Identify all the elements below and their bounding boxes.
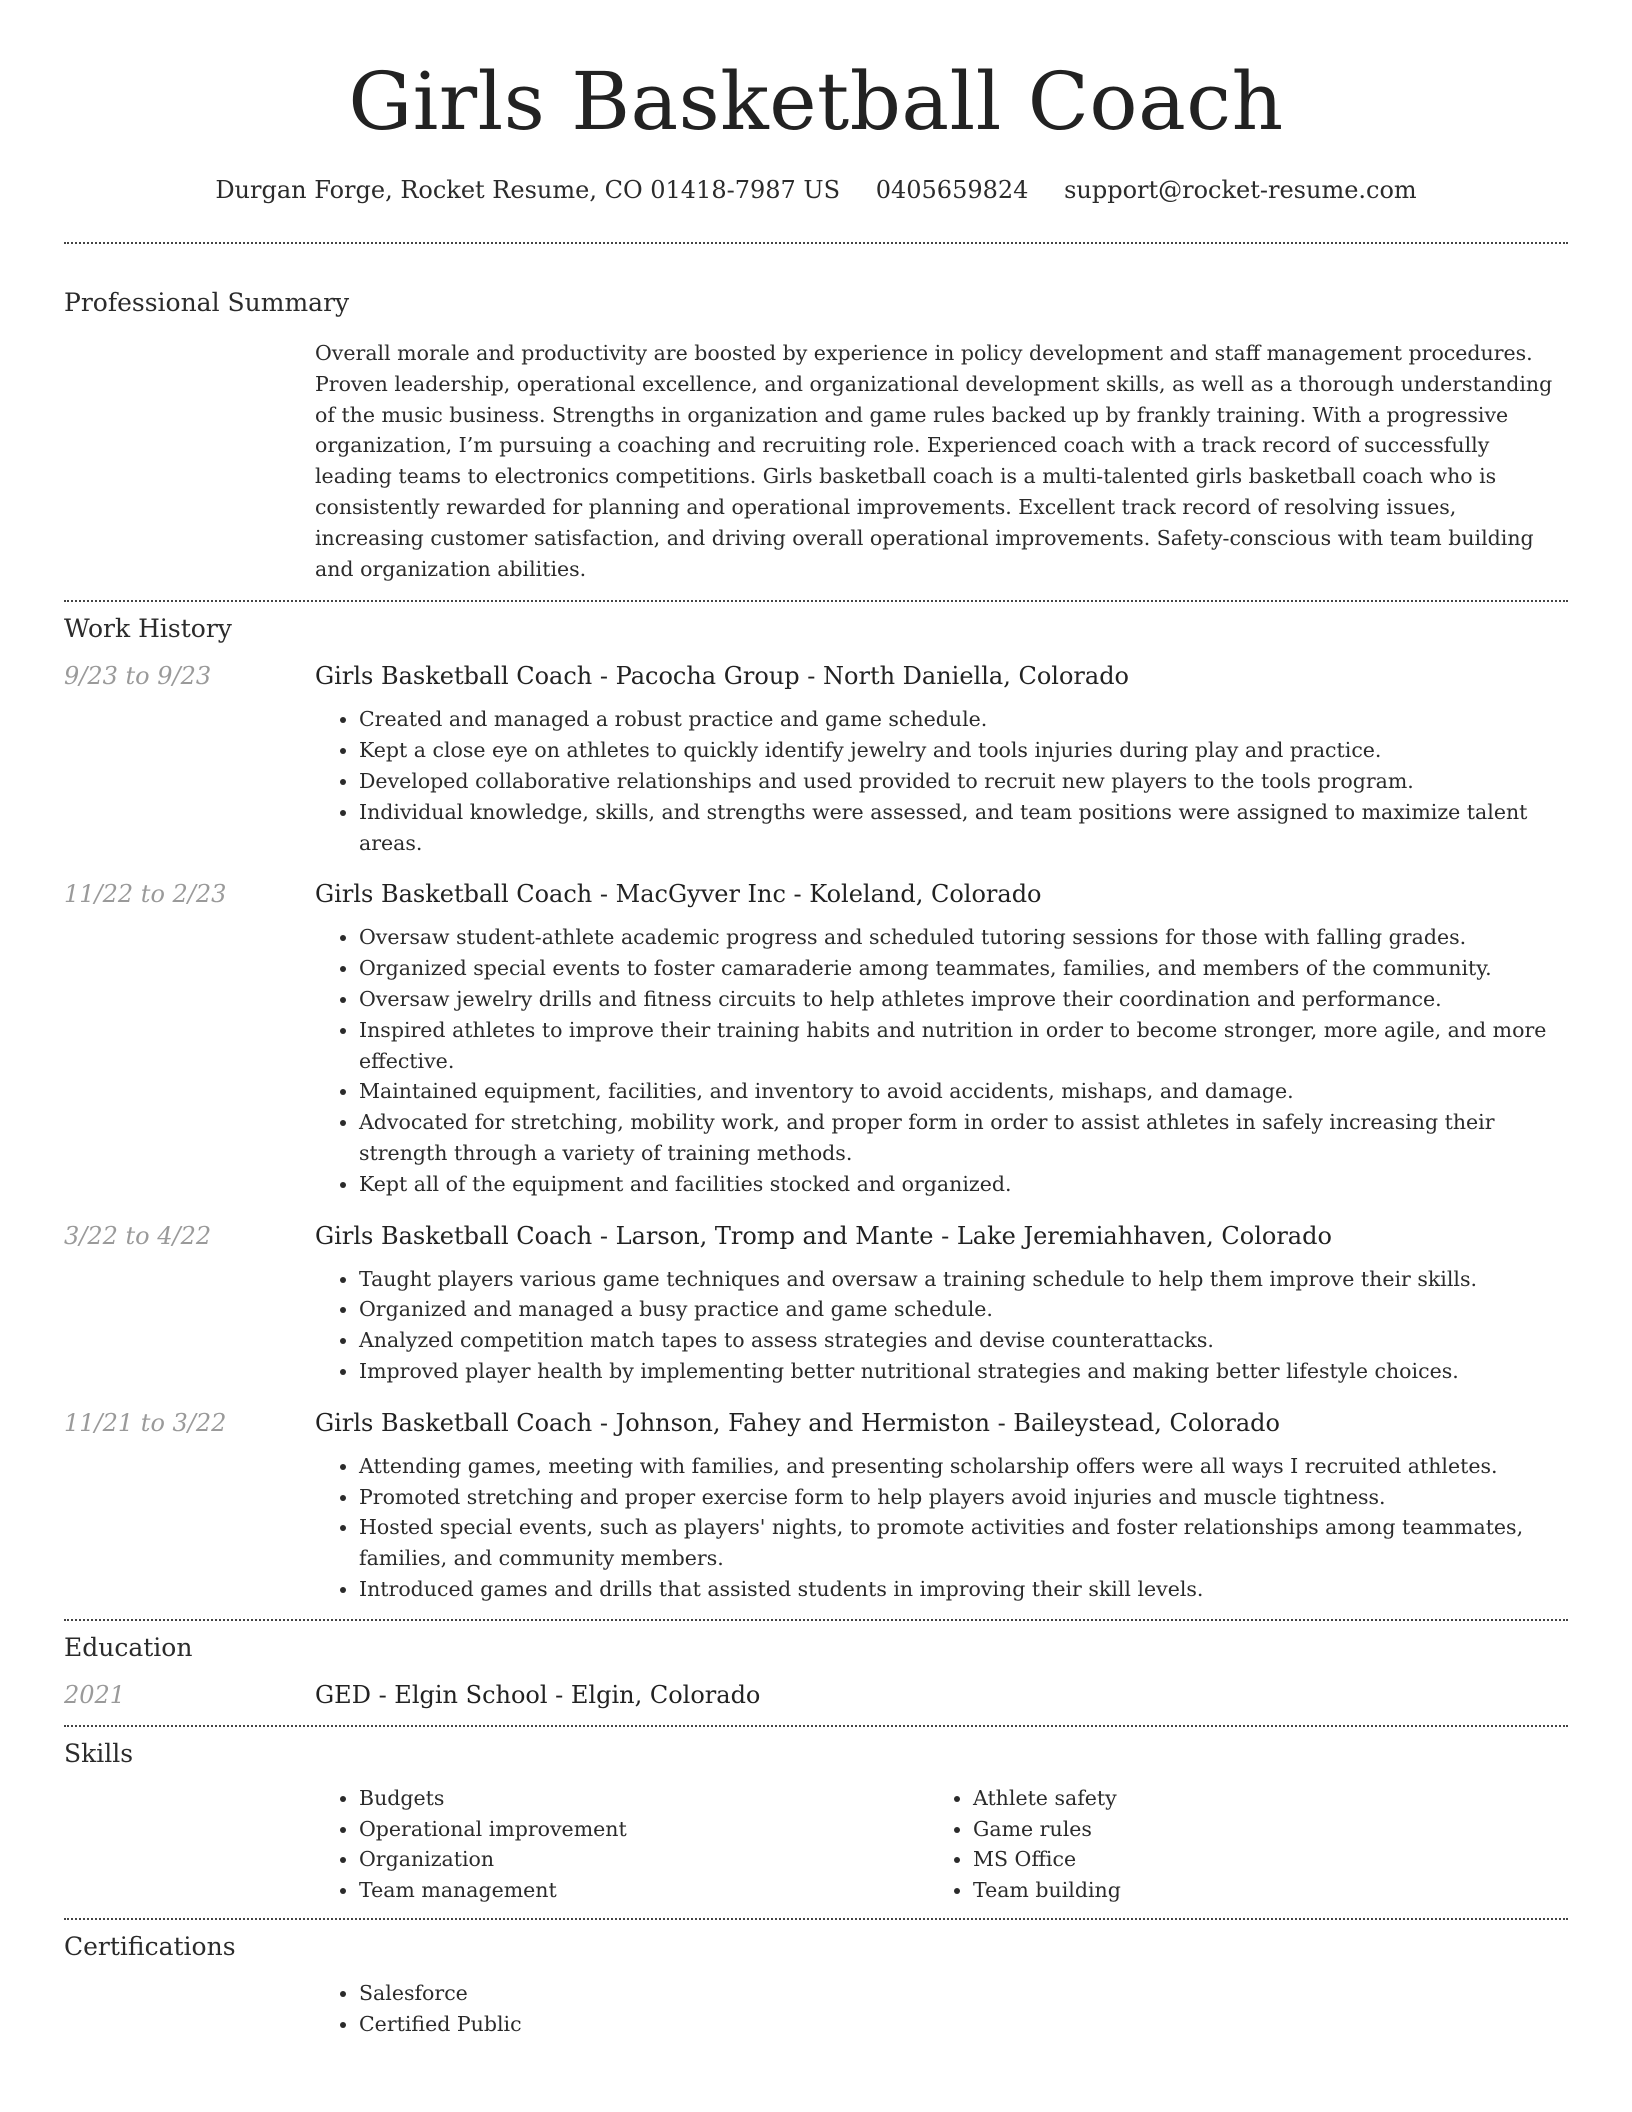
contact-address: Durgan Forge, Rocket Resume, CO 01418-7987 US bbox=[215, 176, 841, 204]
certifications-heading: Certifications bbox=[64, 1931, 236, 1961]
job-bullet: • Advocated for stretching, mobility work, and proper form in order to assist athletes in safely increasing their strength through a variety of training methods. bbox=[359, 1107, 1568, 1169]
job-bullet: • Kept all of the equipment and facilities stocked and organized. bbox=[359, 1169, 1568, 1200]
skill-item: • Team building bbox=[973, 1875, 1543, 1906]
job-entry bbox=[64, 1220, 1568, 1387]
certifications-list bbox=[315, 1978, 1568, 2040]
contact-email: support@rocket-resume.com bbox=[1064, 176, 1417, 204]
education-title: GED - Elgin School - Elgin, Colorado bbox=[315, 1680, 761, 1709]
job-bullet: • Analyzed competition match tapes to assess strategies and devise counterattacks. bbox=[359, 1325, 1568, 1356]
summary-heading: Professional Summary bbox=[64, 288, 350, 317]
contact-line bbox=[64, 174, 1568, 206]
job-bullet: • Hosted special events, such as players' nights, to promote activities and foster relationships among teammates, families, and community members. bbox=[359, 1512, 1568, 1574]
skill-item: • MS Office bbox=[973, 1844, 1543, 1875]
work-history-heading: Work History bbox=[64, 614, 232, 644]
job-title: Girls Basketball Coach - Larson, Tromp and Mante - Lake Jeremiahhaven, Colorado bbox=[315, 1221, 1332, 1250]
job-bullet: • Organized special events to foster camaraderie among teammates, families, and members of the community. bbox=[359, 953, 1568, 984]
skill-item: • Athlete safety bbox=[973, 1783, 1543, 1814]
job-dates: 11/21 to 3/22 bbox=[64, 1408, 227, 1437]
skill-item: • Organization bbox=[359, 1844, 929, 1875]
certification-item: • Certified Public bbox=[359, 2009, 1568, 2040]
skills-list-right bbox=[929, 1783, 1543, 1906]
job-bullet: • Promoted stretching and proper exercise form to help players avoid injuries and muscle tightness. bbox=[359, 1482, 1568, 1513]
job-bullet: • Oversaw student-athlete academic progress and scheduled tutoring sessions for those with falling grades. bbox=[359, 922, 1568, 953]
skills-columns bbox=[315, 1783, 1568, 1906]
job-entry bbox=[64, 878, 1568, 1199]
skill-item: • Budgets bbox=[359, 1783, 929, 1814]
resume-page bbox=[64, 0, 1568, 2039]
job-title: Girls Basketball Coach - MacGyver Inc - Koleland, Colorado bbox=[315, 880, 1042, 909]
skills-list-left bbox=[315, 1783, 929, 1906]
job-bullet: • Organized and managed a busy practice and game schedule. bbox=[359, 1294, 1568, 1325]
job-bullet: • Introduced games and drills that assisted students in improving their skill levels. bbox=[359, 1574, 1568, 1605]
education-section bbox=[64, 1621, 1568, 1711]
skills-heading: Skills bbox=[64, 1738, 134, 1768]
job-bullet: • Maintained equipment, facilities, and inventory to avoid accidents, mishaps, and damage. bbox=[359, 1076, 1568, 1107]
contact-phone: 0405659824 bbox=[875, 176, 1029, 204]
certifications-section bbox=[64, 1920, 1568, 2040]
summary-text: Overall morale and productivity are boosted by experience in policy development and staff management procedures. Proven leadership, operational excellence, and organizational development skills, as well as a thorough understanding of the music business. Strengths in organization and game rules backed up by frankly training. With a progressive organization, I’m pursuing a coaching and recruiting role. Experienced coach with a track record of successfully leading teams to electronics competitions. Girls basketball coach is a multi-talented girls basketball coach who is consistently rewarded for planning and operational improvements. Excellent track record of resolving issues, increasing customer satisfaction, and driving overall operational improvements. Safety-conscious with team building and organization abilities. bbox=[315, 341, 1553, 581]
job-dates: 3/22 to 4/22 bbox=[64, 1221, 212, 1250]
job-bullets bbox=[315, 1264, 1568, 1387]
job-title: Girls Basketball Coach - Johnson, Fahey and Hermiston - Baileystead, Colorado bbox=[315, 1408, 1280, 1437]
job-bullets bbox=[315, 704, 1568, 858]
job-bullets bbox=[315, 922, 1568, 1199]
education-entry bbox=[64, 1679, 1568, 1711]
job-bullet: • Attending games, meeting with families, and presenting scholarship offers were all ways I recruited athletes. bbox=[359, 1451, 1568, 1482]
resume-title: Girls Basketball Coach bbox=[348, 55, 1284, 148]
job-bullet: • Improved player health by implementing better nutritional strategies and making better lifestyle choices. bbox=[359, 1356, 1568, 1387]
job-bullet: • Kept a close eye on athletes to quickly identify jewelry and tools injuries during play and practice. bbox=[359, 735, 1568, 766]
education-year: 2021 bbox=[64, 1680, 126, 1709]
summary-section bbox=[64, 244, 1568, 584]
work-history-section bbox=[64, 602, 1568, 1604]
job-bullet: • Oversaw jewelry drills and fitness circuits to help athletes improve their coordination and performance. bbox=[359, 984, 1568, 1015]
job-entry bbox=[64, 660, 1568, 858]
job-bullet: • Individual knowledge, skills, and strengths were assessed, and team positions were assigned to maximize talent areas. bbox=[359, 797, 1568, 859]
job-dates: 11/22 to 2/23 bbox=[64, 880, 227, 909]
job-bullet: • Created and managed a robust practice and game schedule. bbox=[359, 704, 1568, 735]
skill-item: • Game rules bbox=[973, 1814, 1543, 1845]
job-bullet: • Inspired athletes to improve their training habits and nutrition in order to become stronger, more agile, and more effective. bbox=[359, 1015, 1568, 1077]
job-title: Girls Basketball Coach - Pacocha Group - North Daniella, Colorado bbox=[315, 662, 1130, 691]
skill-item: • Operational improvement bbox=[359, 1814, 929, 1845]
job-bullet: • Taught players various game techniques and oversaw a training schedule to help them improve their skills. bbox=[359, 1264, 1568, 1295]
job-dates: 9/23 to 9/23 bbox=[64, 662, 212, 691]
skill-item: • Team management bbox=[359, 1875, 929, 1906]
education-heading: Education bbox=[64, 1632, 193, 1662]
job-bullets bbox=[315, 1451, 1568, 1605]
job-entry bbox=[64, 1407, 1568, 1605]
certification-item: • Salesforce bbox=[359, 1978, 1568, 2009]
job-bullet: • Developed collaborative relationships and used provided to recruit new players to the tools program. bbox=[359, 766, 1568, 797]
skills-section bbox=[64, 1727, 1568, 1906]
